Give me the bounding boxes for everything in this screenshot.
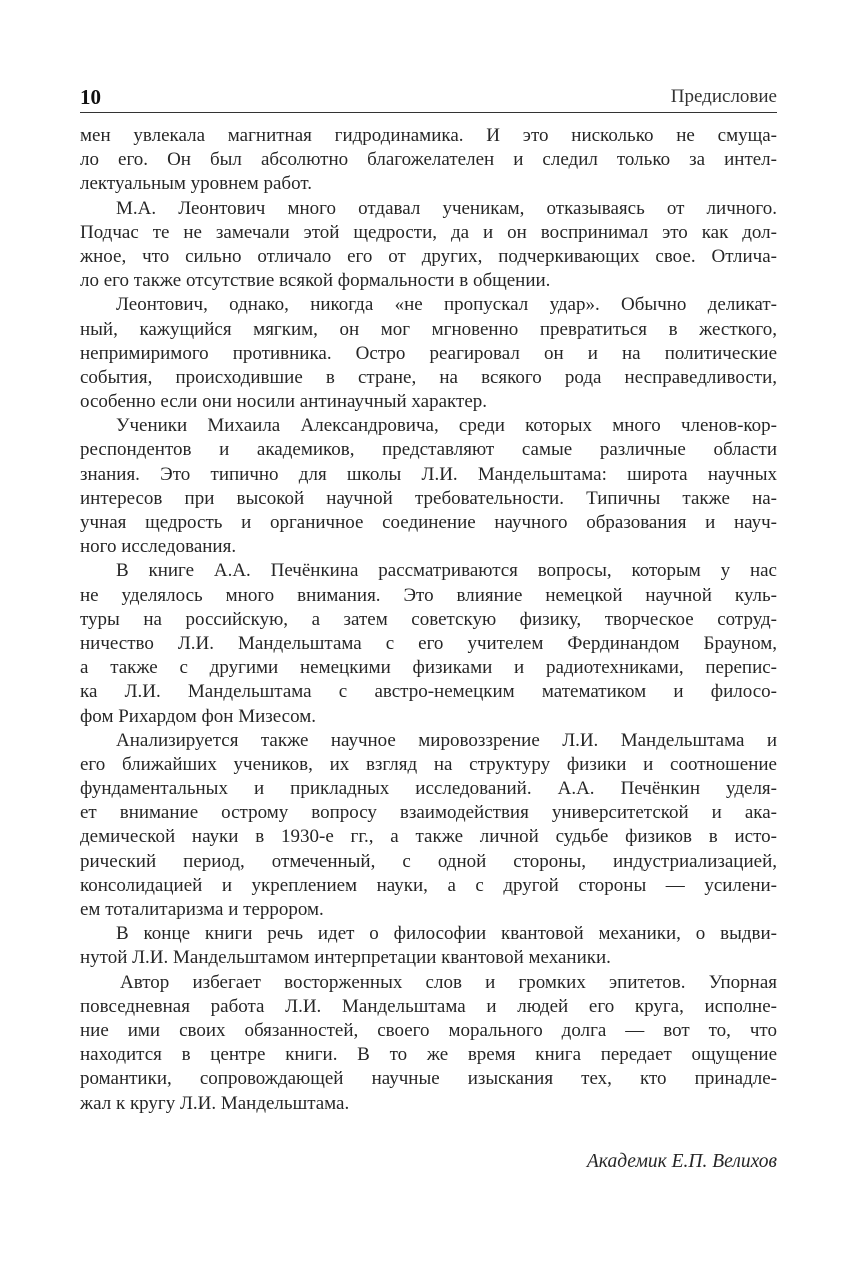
text-line: ло его также отсутствие всякой формальности в общении. <box>80 270 551 292</box>
text-line: ничество Л.И. Мандельштама с его учителем Фердинандом Брауном, <box>80 632 777 654</box>
text-line: не уделялось много внимания. Это влияние немецкой научной куль- <box>80 584 777 606</box>
text-line: Подчас те не замечали этой щедрости, да и он воспринимал это как дол- <box>80 221 777 243</box>
text-line: лектуальным уровнем работ. <box>80 173 312 195</box>
text-line: нутой Л.И. Мандельштамом интерпретации квантовой механики. <box>80 947 611 969</box>
text-line: фом Рихардом фон Мизесом. <box>80 705 317 727</box>
text-line: ние ими своих обязанностей, своего морального долга — вот то, что <box>80 1019 777 1041</box>
running-header <box>80 84 777 113</box>
paragraph <box>80 293 777 414</box>
text-line: консолидацией и укреплением науки, а с другой стороны — усилени- <box>80 874 777 896</box>
text-line: жал к кругу Л.И. Мандельштама. <box>80 1092 350 1114</box>
text-line: фундаментальных и прикладных исследований. А.А. Печёнкин уделя- <box>80 778 777 800</box>
text-line: демической науки в 1930-е гг., а также личной судьбе физиков в исто- <box>80 826 777 848</box>
author-signature: Академик Е.П. Велихов <box>586 1151 777 1172</box>
paragraph <box>80 414 777 559</box>
text-line: туры на российскую, а затем советскую физику, творческое сотруд- <box>80 608 777 630</box>
text-line: а также с другими немецкими физиками и радиотехниками, перепис- <box>80 657 777 679</box>
text-line: события, происходившие в стране, на всякого рода несправедливости, <box>80 366 777 388</box>
paragraph <box>80 559 777 728</box>
body-text <box>80 124 777 1116</box>
text-line: респондентов и академиков, представляют самые различные области <box>80 439 777 461</box>
text-line: В конце книги речь идет о философии квантовой механики, о выдви- <box>116 923 777 945</box>
text-line: романтики, сопровождающей научные изыскания тех, кто принадле- <box>80 1068 777 1090</box>
text-line: учная щедрость и органичное соединение научного образования и науч- <box>80 512 777 533</box>
text-line: непримиримого противника. Остро реагировал он и на политические <box>80 342 777 364</box>
text-line: знания. Это типично для школы Л.И. Мандельштама: широта научных <box>80 463 777 485</box>
text-line: особенно если они носили антинаучный характер. <box>80 391 488 413</box>
paragraph <box>80 922 777 970</box>
text-line: ет внимание острому вопросу взаимодействия университетской и ака- <box>80 802 777 824</box>
text-line: ного исследования. <box>80 536 237 558</box>
text-line: ный, кажущийся мягким, он мог мгновенно превратиться в жесткого, <box>80 318 777 340</box>
paragraph <box>80 729 777 923</box>
text-line: М.А. Леонтович много отдавал ученикам, отказываясь от личного. <box>116 197 777 219</box>
text-line: Леонтович, однако, никогда «не пропускал удар». Обычно деликат- <box>116 294 777 316</box>
text-line: мен увлекала магнитная гидродинамика. И это нисколько не смуща- <box>80 125 777 146</box>
paragraph <box>80 124 777 197</box>
paragraph <box>80 197 777 294</box>
text-line: ем тоталитаризма и террором. <box>80 899 324 920</box>
page-number: 10 <box>80 85 101 109</box>
text-line: повседневная работа Л.И. Мандельштама и людей его круга, исполне- <box>80 995 777 1017</box>
text-line: жное, что сильно отличало его от других, подчеркивающих свое. Отлича- <box>80 245 777 267</box>
text-line: Анализируется также научное мировоззрение Л.И. Мандельштама и <box>116 729 777 751</box>
text-line: рический период, отмеченный, с одной стороны, индустриализацией, <box>80 850 777 872</box>
text-line: В книге А.А. Печёнкина рассматриваются вопросы, которым у нас <box>116 560 777 582</box>
text-line: Ученики Михаила Александровича, среди которых много членов-кор- <box>116 415 777 437</box>
text-line: Автор избегает восторженных слов и громких эпитетов. Упорная <box>120 971 777 993</box>
text-line: ло его. Он был абсолютно благожелателен и следил только за интел- <box>80 149 777 171</box>
text-line: ка Л.И. Мандельштама с австро-немецким математиком и филосо- <box>80 681 777 703</box>
running-title: Предисловие <box>670 86 777 107</box>
text-line: его ближайших учеников, их взгляд на структуру физики и соотношение <box>80 753 777 775</box>
paragraph <box>80 971 777 1116</box>
text-line: находится в центре книги. В то же время книга передает ощущение <box>80 1044 777 1066</box>
text-line: интересов при высокой научной требовательности. Типичны также на- <box>80 487 777 509</box>
